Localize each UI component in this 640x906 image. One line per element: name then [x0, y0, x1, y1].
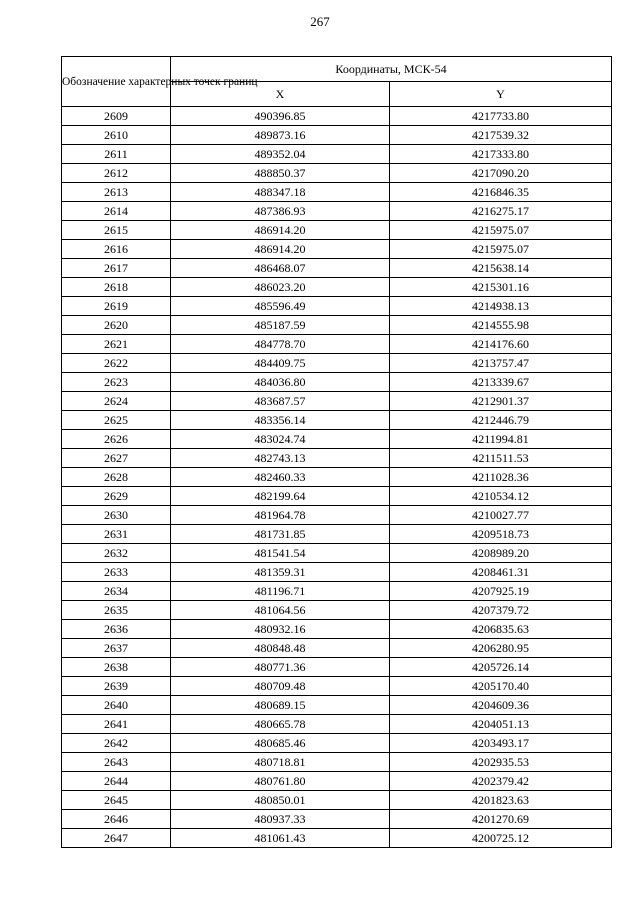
x-coordinate-cell: 486914.20 — [171, 240, 390, 259]
point-id-cell: 2642 — [62, 734, 171, 753]
y-coordinate-cell: 4213757.47 — [390, 354, 612, 373]
table-row — [62, 582, 612, 601]
table-row — [62, 639, 612, 658]
x-coordinate-cell: 480689.15 — [171, 696, 390, 715]
y-coordinate-cell: 4210534.12 — [390, 487, 612, 506]
point-designation-header: Обозначение характерных точек границ — [62, 57, 171, 107]
x-coordinate-cell: 480771.36 — [171, 658, 390, 677]
table-row — [62, 753, 612, 772]
y-coordinate-cell: 4215975.07 — [390, 221, 612, 240]
x-coordinate-cell: 488347.18 — [171, 183, 390, 202]
x-coordinate-cell: 485187.59 — [171, 316, 390, 335]
x-coordinate-cell: 481196.71 — [171, 582, 390, 601]
point-id-cell: 2640 — [62, 696, 171, 715]
x-coordinate-cell: 483687.57 — [171, 392, 390, 411]
x-coordinate-cell: 481731.85 — [171, 525, 390, 544]
table-row — [62, 677, 612, 696]
y-coordinate-cell: 4212901.37 — [390, 392, 612, 411]
point-id-cell: 2641 — [62, 715, 171, 734]
y-coordinate-cell: 4212446.79 — [390, 411, 612, 430]
y-coordinate-cell: 4207925.19 — [390, 582, 612, 601]
point-id-cell: 2617 — [62, 259, 171, 278]
y-coordinate-cell: 4215301.16 — [390, 278, 612, 297]
point-id-cell: 2644 — [62, 772, 171, 791]
y-coordinate-cell: 4211994.81 — [390, 430, 612, 449]
point-id-cell: 2632 — [62, 544, 171, 563]
point-id-cell: 2636 — [62, 620, 171, 639]
y-coordinate-cell: 4205726.14 — [390, 658, 612, 677]
table-row — [62, 430, 612, 449]
y-coordinate-cell: 4207379.72 — [390, 601, 612, 620]
x-coordinate-cell: 480937.33 — [171, 810, 390, 829]
y-coordinate-cell: 4205170.40 — [390, 677, 612, 696]
point-id-cell: 2609 — [62, 107, 171, 126]
table-row — [62, 506, 612, 525]
point-id-cell: 2628 — [62, 468, 171, 487]
y-coordinate-cell: 4211511.53 — [390, 449, 612, 468]
x-coordinate-cell: 485596.49 — [171, 297, 390, 316]
point-id-cell: 2618 — [62, 278, 171, 297]
table-row — [62, 373, 612, 392]
x-coordinate-cell: 483024.74 — [171, 430, 390, 449]
table-row — [62, 487, 612, 506]
table-row — [62, 734, 612, 753]
point-id-cell: 2613 — [62, 183, 171, 202]
table-row — [62, 259, 612, 278]
x-coordinate-cell: 488850.37 — [171, 164, 390, 183]
y-coordinate-cell: 4208989.20 — [390, 544, 612, 563]
y-coordinate-cell: 4217333.80 — [390, 145, 612, 164]
y-coordinate-cell: 4200725.12 — [390, 829, 612, 848]
point-id-cell: 2623 — [62, 373, 171, 392]
x-coordinate-cell: 481541.54 — [171, 544, 390, 563]
point-id-cell: 2635 — [62, 601, 171, 620]
table-row — [62, 392, 612, 411]
point-id-cell: 2622 — [62, 354, 171, 373]
y-coordinate-cell: 4201270.69 — [390, 810, 612, 829]
point-id-cell: 2639 — [62, 677, 171, 696]
point-id-cell: 2633 — [62, 563, 171, 582]
y-coordinate-cell: 4201823.63 — [390, 791, 612, 810]
x-coordinate-cell: 487386.93 — [171, 202, 390, 221]
x-coordinate-cell: 483356.14 — [171, 411, 390, 430]
table-row — [62, 468, 612, 487]
y-coordinate-cell: 4217733.80 — [390, 107, 612, 126]
x-coordinate-cell: 480932.16 — [171, 620, 390, 639]
x-coordinate-cell: 480709.48 — [171, 677, 390, 696]
point-id-cell: 2615 — [62, 221, 171, 240]
coordinates-header: Координаты, МСК-54 — [171, 57, 612, 82]
table-row — [62, 772, 612, 791]
x-coordinate-cell: 490396.85 — [171, 107, 390, 126]
table-row — [62, 316, 612, 335]
y-coordinate-cell: 4206835.63 — [390, 620, 612, 639]
point-id-cell: 2624 — [62, 392, 171, 411]
x-coordinate-cell: 480850.01 — [171, 791, 390, 810]
table-row — [62, 164, 612, 183]
y-coordinate-cell: 4209518.73 — [390, 525, 612, 544]
point-id-cell: 2646 — [62, 810, 171, 829]
x-coordinate-cell: 489352.04 — [171, 145, 390, 164]
y-coordinate-cell: 4211028.36 — [390, 468, 612, 487]
page-number: 267 — [310, 14, 330, 29]
point-id-cell: 2614 — [62, 202, 171, 221]
y-coordinate-cell: 4215638.14 — [390, 259, 612, 278]
x-coordinate-cell: 482199.64 — [171, 487, 390, 506]
table-row — [62, 183, 612, 202]
point-id-cell: 2611 — [62, 145, 171, 164]
point-id-cell: 2612 — [62, 164, 171, 183]
table-row — [62, 791, 612, 810]
table-row — [62, 145, 612, 164]
x-coordinate-cell: 480848.48 — [171, 639, 390, 658]
point-id-cell: 2634 — [62, 582, 171, 601]
y-coordinate-cell: 4217539.32 — [390, 126, 612, 145]
x-coordinate-cell: 486468.07 — [171, 259, 390, 278]
y-coordinate-cell: 4204051.13 — [390, 715, 612, 734]
x-coordinate-cell: 484036.80 — [171, 373, 390, 392]
y-coordinate-cell: 4216275.17 — [390, 202, 612, 221]
point-id-cell: 2626 — [62, 430, 171, 449]
table-row — [62, 126, 612, 145]
coordinates-table — [61, 56, 612, 848]
x-coordinate-cell: 481964.78 — [171, 506, 390, 525]
y-coordinate-cell: 4206280.95 — [390, 639, 612, 658]
y-coordinate-cell: 4208461.31 — [390, 563, 612, 582]
table-row — [62, 620, 612, 639]
x-coordinate-cell: 481061.43 — [171, 829, 390, 848]
table-row — [62, 335, 612, 354]
x-coordinate-cell: 484778.70 — [171, 335, 390, 354]
x-coordinate-cell: 486914.20 — [171, 221, 390, 240]
x-coordinate-cell: 482743.13 — [171, 449, 390, 468]
table-row — [62, 563, 612, 582]
table-row — [62, 525, 612, 544]
y-column-header: Y — [390, 82, 612, 107]
table-row — [62, 107, 612, 126]
y-coordinate-cell: 4214176.60 — [390, 335, 612, 354]
x-coordinate-cell: 484409.75 — [171, 354, 390, 373]
y-coordinate-cell: 4202935.53 — [390, 753, 612, 772]
y-coordinate-cell: 4213339.67 — [390, 373, 612, 392]
table-row — [62, 544, 612, 563]
y-coordinate-cell: 4215975.07 — [390, 240, 612, 259]
point-id-cell: 2630 — [62, 506, 171, 525]
table-row — [62, 240, 612, 259]
table-row — [62, 202, 612, 221]
point-id-cell: 2631 — [62, 525, 171, 544]
x-coordinate-cell: 480761.80 — [171, 772, 390, 791]
table-row — [62, 810, 612, 829]
table-row — [62, 829, 612, 848]
x-coordinate-cell: 480718.81 — [171, 753, 390, 772]
point-id-cell: 2619 — [62, 297, 171, 316]
table-row — [62, 411, 612, 430]
table-row — [62, 601, 612, 620]
table-row — [62, 278, 612, 297]
point-id-cell: 2610 — [62, 126, 171, 145]
x-coordinate-cell: 480665.78 — [171, 715, 390, 734]
y-coordinate-cell: 4203493.17 — [390, 734, 612, 753]
point-id-cell: 2638 — [62, 658, 171, 677]
table-body — [62, 107, 612, 848]
point-id-cell: 2637 — [62, 639, 171, 658]
table-row — [62, 297, 612, 316]
x-coordinate-cell: 482460.33 — [171, 468, 390, 487]
point-id-cell: 2627 — [62, 449, 171, 468]
y-coordinate-cell: 4210027.77 — [390, 506, 612, 525]
table-row — [62, 696, 612, 715]
y-coordinate-cell: 4214938.13 — [390, 297, 612, 316]
point-id-cell: 2647 — [62, 829, 171, 848]
x-coordinate-cell: 489873.16 — [171, 126, 390, 145]
point-id-cell: 2621 — [62, 335, 171, 354]
y-coordinate-cell: 4204609.36 — [390, 696, 612, 715]
x-coordinate-cell: 481064.56 — [171, 601, 390, 620]
table-row — [62, 449, 612, 468]
point-id-cell: 2616 — [62, 240, 171, 259]
x-coordinate-cell: 486023.20 — [171, 278, 390, 297]
point-id-cell: 2620 — [62, 316, 171, 335]
y-coordinate-cell: 4216846.35 — [390, 183, 612, 202]
y-coordinate-cell: 4202379.42 — [390, 772, 612, 791]
x-coordinate-cell: 481359.31 — [171, 563, 390, 582]
table-row — [62, 354, 612, 373]
point-id-cell: 2625 — [62, 411, 171, 430]
table-row — [62, 715, 612, 734]
x-coordinate-cell: 480685.46 — [171, 734, 390, 753]
point-id-cell: 2645 — [62, 791, 171, 810]
table-row — [62, 658, 612, 677]
y-coordinate-cell: 4214555.98 — [390, 316, 612, 335]
x-column-header: X — [171, 82, 390, 107]
y-coordinate-cell: 4217090.20 — [390, 164, 612, 183]
point-id-cell: 2643 — [62, 753, 171, 772]
table-row — [62, 221, 612, 240]
point-id-cell: 2629 — [62, 487, 171, 506]
